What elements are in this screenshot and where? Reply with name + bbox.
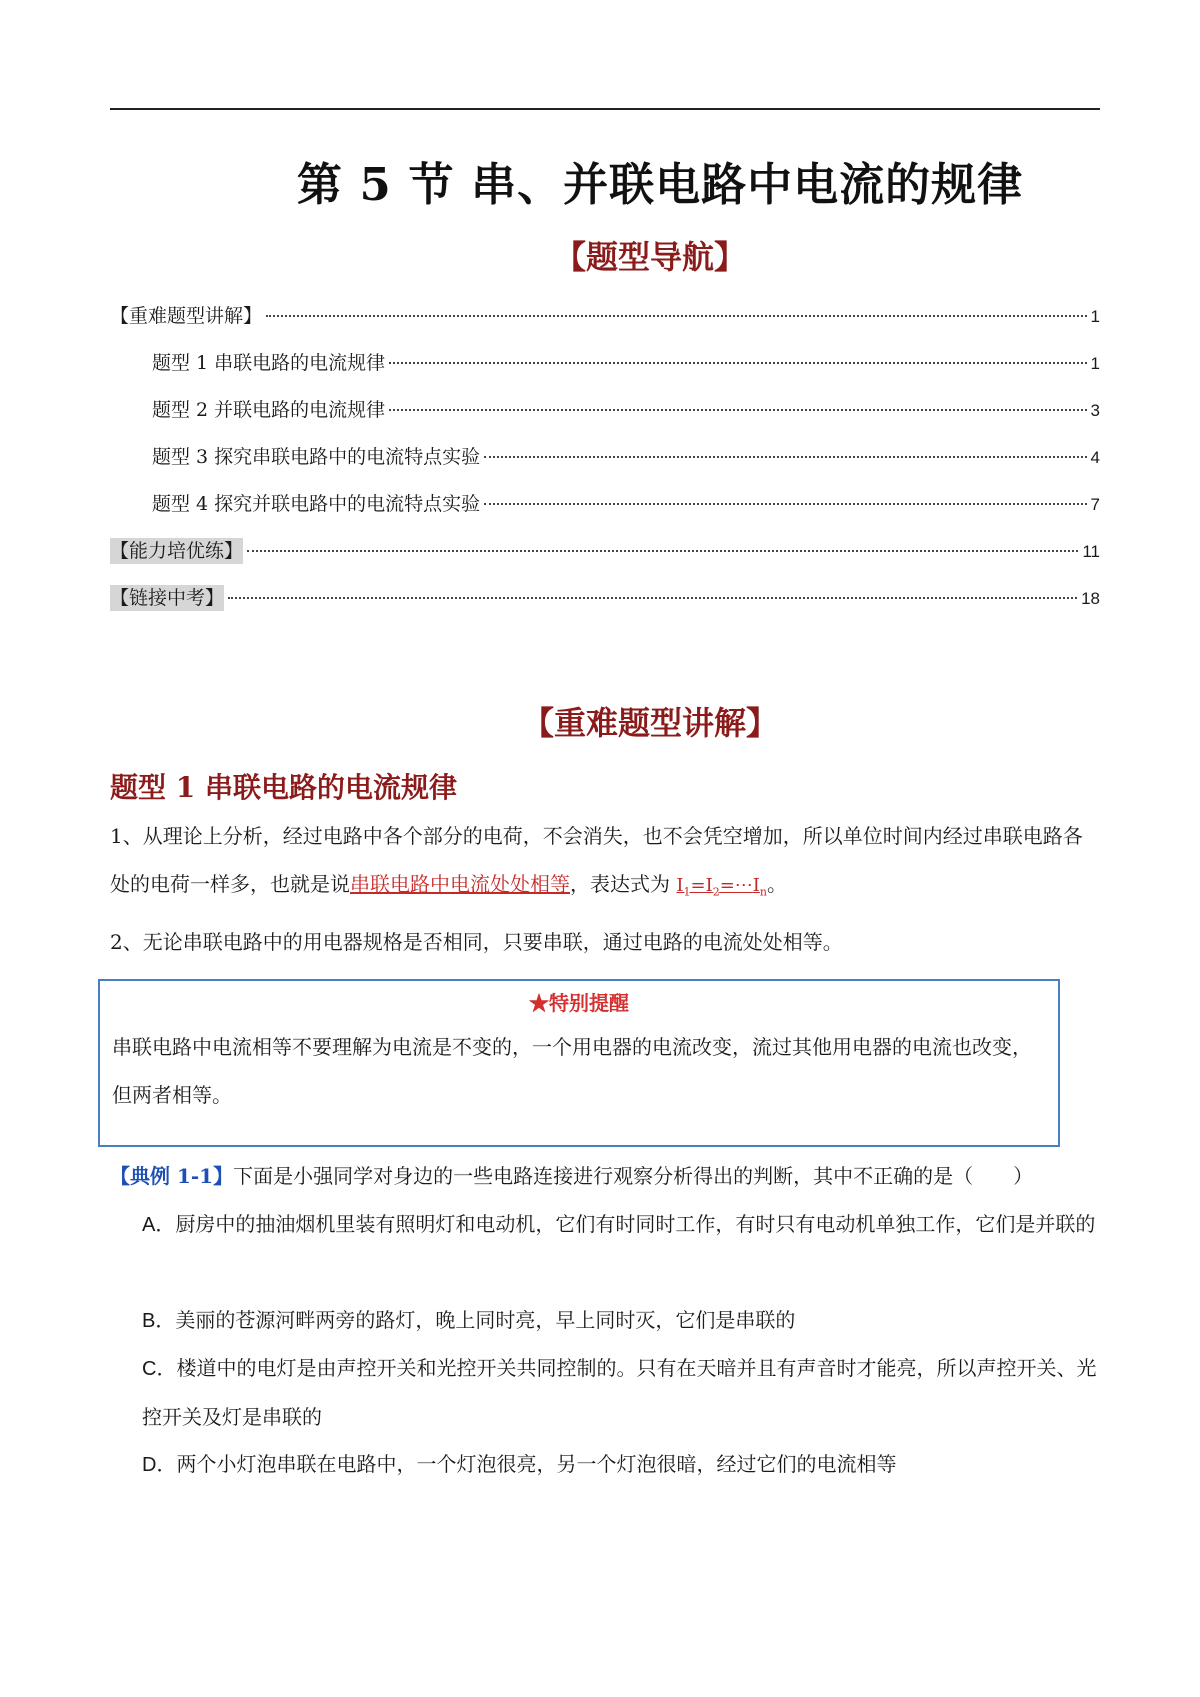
header-rule	[110, 108, 1100, 110]
toc-leader-dots	[389, 409, 1086, 411]
topic-heading: 题型 1 串联电路的电流规律	[110, 771, 457, 804]
toc-item-key-topics[interactable]	[110, 303, 1100, 330]
toc-label: 题型 1 串联电路的电流规律	[152, 352, 386, 374]
option-letter: A．	[142, 1214, 176, 1236]
toc-page-number: 4	[1090, 448, 1100, 467]
current-formula: $I_1=I_2=\cdots I_n$	[676, 875, 768, 899]
paragraph-1	[110, 812, 1100, 917]
toc-leader-dots	[389, 362, 1086, 364]
special-reminder-box	[98, 979, 1060, 1147]
toc-item-topic-4[interactable]	[152, 491, 1100, 518]
expression-label: ，表达式为	[570, 872, 677, 896]
toc-label: 题型 3 探究串联电路中的电流特点实验	[152, 446, 481, 468]
option-letter: D．	[142, 1454, 177, 1476]
toc-label: 【能力培优练】	[110, 540, 244, 562]
option-text: 楼道中的电灯是由声控开关和光控开关共同控制的。只有在天暗并且有声音时才能亮，所以声控开关、光控开关及灯是串联的	[142, 1356, 1097, 1429]
toc-leader-dots	[247, 550, 1078, 552]
section-heading: 【重难题型讲解】	[521, 704, 778, 742]
example-tag: 【典例 1-1】	[110, 1164, 234, 1188]
paragraph-1-text: 1、从理论上分析，经过电路中各个部分的电荷，不会消失，也不会凭空增加，所以单位时间内经过串联电路各处的电荷一样多，也就是说	[110, 824, 1083, 896]
option-letter: B．	[142, 1310, 176, 1332]
option-text: 美丽的苍源河畔两旁的路灯，晚上同时亮，早上同时灭，它们是串联的	[175, 1308, 796, 1332]
option-d[interactable]	[142, 1440, 1102, 1489]
option-letter: C．	[142, 1358, 177, 1380]
toc-label: 题型 2 并联电路的电流规律	[152, 399, 386, 421]
toc-label: 【重难题型讲解】	[110, 305, 263, 327]
paragraph-2: 2、无论串联电路中的用电器规格是否相同，只要串联，通过电路的电流处处相等。	[110, 930, 843, 954]
toc-item-ability-practice[interactable]	[110, 538, 1100, 565]
option-c[interactable]	[142, 1344, 1102, 1441]
toc-label: 【链接中考】	[110, 587, 225, 609]
toc-label: 题型 4 探究并联电路中的电流特点实验	[152, 493, 481, 515]
paragraph-1-end: 。	[767, 872, 788, 896]
toc-page-number: 3	[1090, 401, 1100, 420]
toc-page-number: 18	[1081, 589, 1100, 608]
toc-item-exam-link[interactable]	[110, 585, 1100, 612]
special-reminder-body: 串联电路中电流相等不要理解为电流是不变的，一个用电器的电流改变，流过其他用电器的电流也改变，但两者相等。	[112, 1035, 1032, 1107]
toc-item-topic-1[interactable]	[152, 350, 1100, 377]
toc-leader-dots	[484, 503, 1086, 505]
option-text: 两个小灯泡串联在电路中，一个灯泡很亮，另一个灯泡很暗，经过它们的电流相等	[176, 1452, 897, 1476]
toc-leader-dots	[484, 456, 1086, 458]
toc-page-number: 11	[1082, 542, 1100, 561]
toc-item-topic-3[interactable]	[152, 444, 1100, 471]
toc-page-number: 1	[1090, 354, 1100, 373]
toc-leader-dots	[228, 597, 1077, 599]
option-b[interactable]	[142, 1296, 1102, 1345]
page-title: 第 5 节 串、并联电路中电流的规律	[296, 158, 1024, 211]
option-a[interactable]	[142, 1200, 1102, 1249]
example-question	[110, 1152, 1100, 1200]
special-reminder-title: ★特别提醒	[529, 991, 629, 1015]
toc-page-number: 7	[1090, 495, 1100, 514]
option-text: 厨房中的抽油烟机里装有照明灯和电动机，它们有时同时工作，有时只有电动机单独工作，它们是并联的	[175, 1212, 1096, 1236]
toc-page-number: 1	[1090, 307, 1100, 326]
example-question-text: 下面是小强同学对身边的一些电路连接进行观察分析得出的判断，其中不正确的是（ ）	[233, 1164, 1034, 1188]
toc-leader-dots	[266, 315, 1087, 317]
toc-item-topic-2[interactable]	[152, 397, 1100, 424]
nav-title: 【题型导航】	[553, 238, 746, 276]
key-conclusion: 串联电路中电流处处相等	[350, 872, 570, 896]
